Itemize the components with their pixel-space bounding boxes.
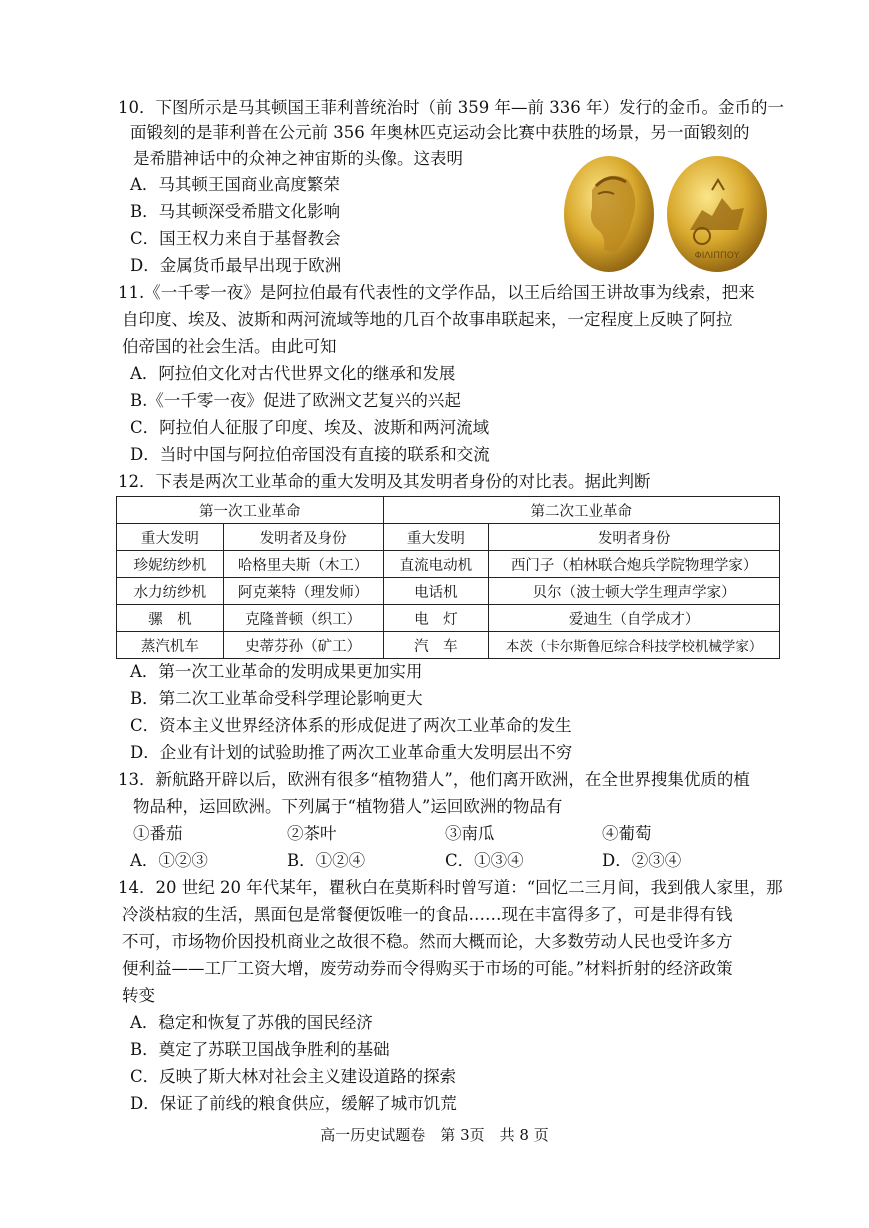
q14-option-b: B．奠定了苏联卫国战争胜利的基础 [130,1040,390,1059]
q14-option-a: A．稳定和恢复了苏俄的国民经济 [130,1013,373,1032]
q12-stem-line1: 12．下表是两次工业革命的重大发明及其发明者身份的对比表。据此判断 [118,472,651,491]
q14-stem-line3: 不可，市场物价因投机商业之故很不稳。然而大概而论，大多数劳动人民也受许多方 [122,932,733,951]
q13-item-3: ③南瓜 [445,824,495,843]
table-row [117,551,780,578]
q12-option-d: D．企业有计划的试验助推了两次工业革命重大发明层出不穷 [130,743,573,762]
q10-option-c: C．国王权力来自于基督教会 [130,229,341,248]
q13-option-c: C．①③④ [445,851,524,870]
gold-coin-image [562,150,772,275]
q11-stem-line3: 伯帝国的社会生活。由此可知 [122,337,337,356]
table-cell: 克隆普顿（织工） [223,605,383,632]
q10-stem-line3: 是希腊神话中的众神之神宙斯的头像。这表明 [133,149,463,168]
q13-stem-line2: 物品种，运回欧洲。下列属于“植物猎人”运回欧洲的物品有 [133,797,563,816]
table-cell: 蒸汽机车 [117,632,224,659]
table-cell: 电 灯 [383,605,489,632]
table-group-first: 第一次工业革命 [117,497,384,524]
industrial-revolution-table [116,496,780,659]
page-footer: 高一历史试题卷 第 3页 共 8 页 [320,1126,549,1144]
table-cell: 直流电动机 [383,551,489,578]
q11-option-b: B.《一千零一夜》促进了欧洲文艺复兴的兴起 [130,391,461,410]
table-cell: 珍妮纺纱机 [117,551,224,578]
table-header: 重大发明 [117,524,224,551]
q14-stem-line1: 14．20 世纪 20 年代某年，瞿秋白在莫斯科时曾写道：“回忆二三月间，我到俄人家里，那 [118,878,783,897]
q14-stem-line4: 便利益——工厂工资大增，废劳动券而令得购买于市场的可能。”材料折射的经济政策 [122,959,733,978]
table-cell: 史蒂芬孙（矿工） [223,632,383,659]
q11-stem-line1: 11.《一千零一夜》是阿拉伯最有代表性的文学作品，以王后给国王讲故事为线索，把来 [118,283,755,302]
q10-stem-line1: 10．下图所示是马其顿国王菲利普统治时（前 359 年—前 336 年）发行的金币。金币的一 [118,98,784,117]
table-cell: 骡 机 [117,605,224,632]
q12-option-c: C．资本主义世界经济体系的形成促进了两次工业革命的发生 [130,716,572,735]
table-header-row [117,524,780,551]
q14-stem-line5: 转变 [122,986,155,1005]
q10-option-b: B．马其顿深受希腊文化影响 [130,202,341,221]
coin-illustration [562,150,772,275]
q11-option-d: D．当时中国与阿拉伯帝国没有直接的联系和交流 [130,445,490,464]
q13-item-4: ④葡萄 [602,824,652,843]
table-cell: 本茨（卡尔斯鲁厄综合科技学校机械学家） [489,632,780,659]
q10-option-d: D．金属货币最早出现于欧洲 [130,256,342,275]
table-group-second: 第二次工业革命 [383,497,779,524]
coin-inscription: ΦΙΛΙΠΠΟΥ [694,251,740,261]
q10-stem-line2: 面锻刻的是菲利普在公元前 356 年奥林匹克运动会比赛中获胜的场景，另一面锻刻的 [130,123,750,142]
q12-option-a: A．第一次工业革命的发明成果更加实用 [130,662,423,681]
q13-item-1: ①番茄 [133,824,183,843]
table-header: 发明者身份 [489,524,780,551]
q13-stem-line1: 13．新航路开辟以后，欧洲有很多“植物猎人”，他们离开欧洲，在全世界搜集优质的植 [118,770,750,789]
q13-item-2: ②茶叶 [287,824,337,843]
table-cell: 西门子（柏林联合炮兵学院物理学家） [489,551,780,578]
q14-stem-line2: 冷淡枯寂的生活，黑面包是常餐便饭唯一的食品……现在丰富得多了，可是非得有钱 [122,905,733,924]
q10-option-a: A．马其顿王国商业高度繁荣 [130,175,340,194]
q11-stem-line2: 自印度、埃及、波斯和两河流域等地的几百个故事串联起来，一定程度上反映了阿拉 [122,310,733,329]
q13-option-a: A．①②③ [130,851,208,870]
table-cell: 电话机 [383,578,489,605]
table-row [117,578,780,605]
table-header: 发明者及身份 [223,524,383,551]
table-group-row [117,497,780,524]
table-row [117,632,780,659]
table-cell: 阿克莱特（理发师） [223,578,383,605]
q14-option-d: D．保证了前线的粮食供应，缓解了城市饥荒 [130,1094,457,1113]
q12-option-b: B．第二次工业革命受科学理论影响更大 [130,689,423,708]
table-cell: 水力纺纱机 [117,578,224,605]
table-cell: 爱迪生（自学成才） [489,605,780,632]
q11-option-c: C．阿拉伯人征服了印度、埃及、波斯和两河流域 [130,418,490,437]
table-cell: 哈格里夫斯（木工） [223,551,383,578]
q13-option-b: B．①②④ [287,851,366,870]
q14-option-c: C．反映了斯大林对社会主义建设道路的探索 [130,1067,457,1086]
table-cell: 贝尔（波士顿大学生理声学家） [489,578,780,605]
table-cell: 汽 车 [383,632,489,659]
table-header: 重大发明 [383,524,489,551]
q13-option-d: D．②③④ [602,851,682,870]
q11-option-a: A．阿拉伯文化对古代世界文化的继承和发展 [130,364,456,383]
table-row [117,605,780,632]
